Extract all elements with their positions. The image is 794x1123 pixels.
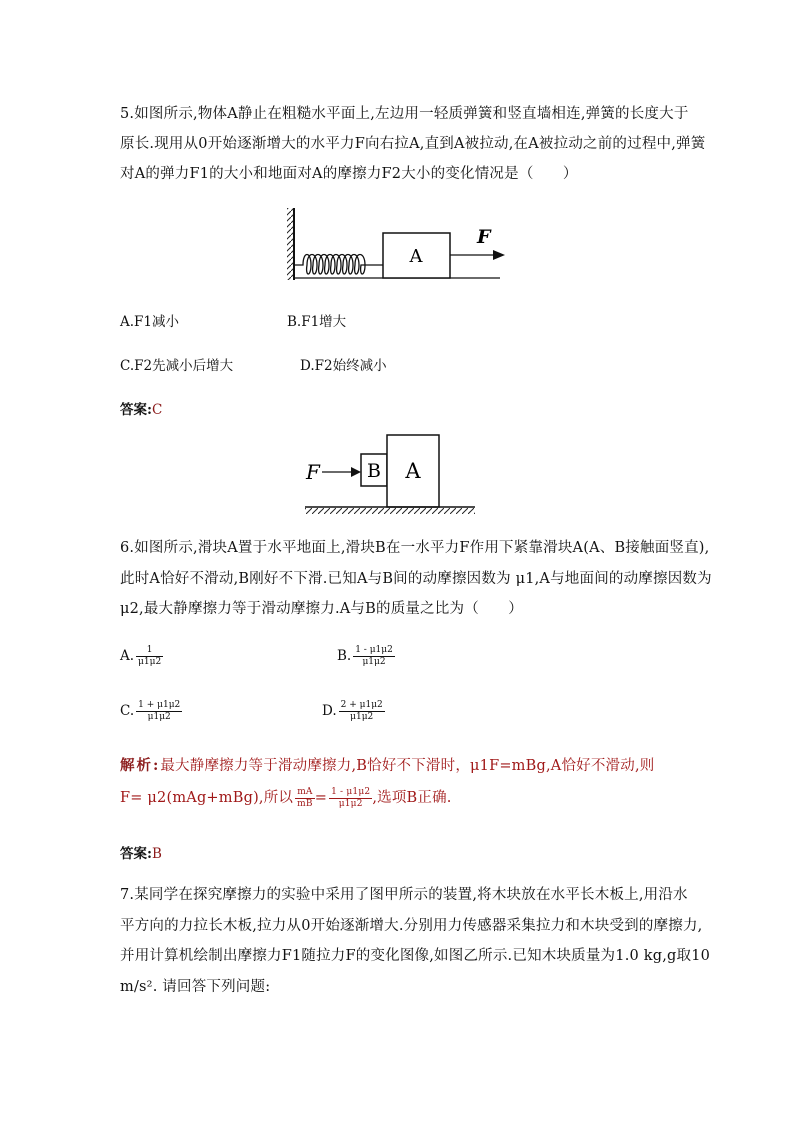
q5-answer [120, 398, 162, 418]
fraction-denominator: μ1μ2 [138, 657, 162, 667]
q6-option-a [120, 645, 163, 668]
q6-figure [300, 430, 485, 520]
q6-analysis-line2 [120, 786, 452, 810]
answer-value: B [151, 846, 162, 862]
fraction-numerator: 1 - μ1μ2 [331, 786, 371, 797]
option-fraction [353, 645, 395, 668]
analysis-text: 最大静摩擦力等于滑动摩擦力,B恰好不下滑时，μ1F=mBg,A恰好不滑动,则 [160, 758, 655, 774]
force-arrow-head [493, 250, 505, 260]
option-letter: C. [120, 703, 135, 719]
fraction-denominator: μ1μ2 [147, 712, 171, 722]
option-letter: A. [120, 648, 135, 664]
fraction-denominator: μ1μ2 [338, 798, 363, 809]
answer-value: C [151, 402, 163, 418]
spring [294, 255, 383, 275]
fraction-numerator: mA [295, 787, 315, 799]
q5-figure [285, 205, 515, 285]
fraction-denominator: μ1μ2 [350, 712, 374, 722]
q6-option-d [322, 700, 385, 723]
fraction-numerator: 2 + μ1μ2 [340, 700, 383, 710]
result-fraction [329, 787, 372, 810]
force-label: F [477, 226, 491, 248]
q6-option-c [120, 700, 182, 723]
block-b-label: B [367, 460, 381, 482]
equals-sign: = [314, 790, 328, 806]
block-a-label: A [409, 246, 423, 267]
option-letter: B. [337, 648, 352, 664]
analysis-label: 解析: [120, 757, 161, 774]
fraction-denominator: mB [297, 798, 313, 809]
q6-answer [120, 842, 162, 862]
q5-option-d: D.F2始终减小 [300, 358, 387, 374]
analysis-text: F= μ2(mAg+mBg),所以 [120, 790, 294, 806]
block-a-label: A [405, 459, 421, 483]
analysis-text: ,选项B正确. [372, 790, 452, 806]
q6-stem-line3: μ2,最大静摩擦力等于滑动摩擦力.A与B的质量之比为（ ） [120, 601, 523, 617]
mass-ratio-fraction [295, 787, 315, 810]
q5-option-a: A.F1减小 [120, 314, 179, 330]
q7-stem-line4: m/s². 请回答下列问题: [120, 979, 271, 995]
answer-label: 答案: [120, 846, 152, 862]
option-fraction [136, 700, 182, 723]
force-arrow-head [351, 467, 361, 477]
option-fraction [339, 700, 385, 723]
q5-option-c: C.F2先减小后增大 [120, 358, 234, 374]
q6-analysis-line1 [120, 754, 654, 775]
option-letter: D. [322, 703, 337, 719]
q5-stem-line2: 原长.现用从0开始逐渐增大的水平力F向右拉A,直到A被拉动,在A被拉动之前的过程中,弹簧 [120, 136, 706, 152]
answer-label: 答案: [120, 402, 152, 418]
q7-stem-line3: 并用计算机绘制出摩擦力F1随拉力F的变化图像,如图乙所示.已知木块质量为1.0 kg,g取10 [120, 948, 711, 964]
fraction-numerator: 1 + μ1μ2 [138, 700, 181, 710]
q5-stem-line1: 5.如图所示,物体A静止在粗糙水平面上,左边用一轻质弹簧和竖直墙相连,弹簧的长度大于 [120, 106, 689, 122]
q7-stem-line2: 平方向的力拉长木板,拉力从0开始逐渐增大.分别用力传感器采集拉力和木块受到的摩擦力, [120, 918, 703, 934]
q5-stem-line3: 对A的弹力F1的大小和地面对A的摩擦力F2大小的变化情况是（ ） [120, 166, 578, 182]
fraction-numerator: 1 [136, 645, 163, 657]
q5-option-b: B.F1增大 [287, 314, 347, 330]
fraction-numerator: 1 - μ1μ2 [355, 645, 393, 655]
q6-option-b [337, 645, 395, 668]
q7-stem-line1: 7.某同学在探究摩擦力的实验中采用了图甲所示的装置,将木块放在水平长木板上,用沿水 [120, 887, 688, 903]
fraction-denominator: μ1μ2 [362, 657, 386, 667]
force-label: F [306, 460, 320, 484]
q6-stem-line1: 6.如图所示,滑块A置于水平地面上,滑块B在一水平力F作用下紧靠滑块A(A、B接触面竖直), [120, 540, 710, 556]
wall-hatch [287, 208, 294, 280]
ground-hatch [305, 508, 475, 514]
q6-stem-line2: 此时A恰好不滑动,B刚好不下滑.已知A与B间的动摩擦因数为 μ1,A与地面间的动摩擦因数为 [120, 571, 712, 587]
option-fraction [136, 645, 163, 668]
